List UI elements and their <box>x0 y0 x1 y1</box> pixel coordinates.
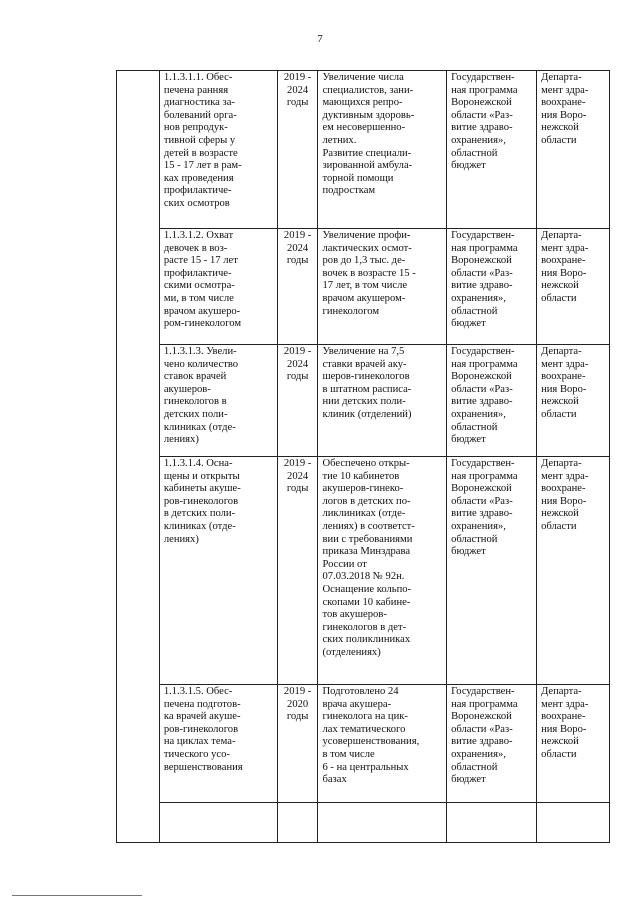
cell-text-line: охранения», <box>451 520 506 532</box>
table-row <box>117 345 610 457</box>
empty-cell <box>318 803 447 843</box>
cell-text-line: области «Раз- <box>451 723 513 735</box>
cell-text-line: гинекологов в <box>163 396 227 408</box>
cell-text-line: ров-гинекологов <box>163 723 239 735</box>
cell-text-line: областной <box>451 421 498 433</box>
cell-text-line: Государствен- <box>451 686 515 697</box>
cell-text-line: ром-гинекологом <box>163 318 242 330</box>
cell-text-line: области <box>541 134 577 146</box>
cell-text-line: ров до 1,3 тыс. де- <box>322 255 406 267</box>
cell-text-line: логов в детских по- <box>322 495 411 507</box>
cell-text-line: врача акушера- <box>322 698 392 710</box>
cell-text-line: 2024 <box>287 358 309 370</box>
cell-text-line: ми, в том числе <box>163 292 234 304</box>
cell-text-line: 1.1.3.1.3. Увели- <box>163 346 237 357</box>
measures-table <box>116 70 610 843</box>
cell-text-line: Воронежской <box>451 371 512 383</box>
cell-text-line: ских осмотров <box>163 197 230 209</box>
cell-text-line: подросткам <box>322 185 376 197</box>
cell-text-line: Департа- <box>541 72 582 83</box>
cell-text-line: годы <box>286 711 309 723</box>
cell-text-line: воохране- <box>541 255 586 267</box>
cell-text-line: (отделениях) <box>322 646 381 658</box>
source-cell <box>447 229 537 345</box>
executor-cell <box>537 71 610 229</box>
cell-text-line: областной <box>451 761 498 773</box>
cell-text-line: Оснащение кольпо- <box>322 583 412 595</box>
cell-text-line: тического усо- <box>163 748 230 760</box>
cell-text-line: дуктивным здоровь- <box>322 109 415 121</box>
cell-text-line: скопами 10 кабине- <box>322 596 411 608</box>
executor-cell <box>537 229 610 345</box>
cell-text-line: гинекологом <box>322 305 380 317</box>
cell-text-line: охранения», <box>451 292 506 304</box>
cell-text-line: 2024 <box>287 470 309 482</box>
cell-text-line: ем несовершенно- <box>322 122 406 134</box>
cell-text-line: ная программа <box>451 84 518 96</box>
cell-text-line: клиниках (отде- <box>163 520 236 532</box>
measure-cell <box>159 345 277 457</box>
cell-text-line: мент здра- <box>541 358 589 370</box>
cell-text-line: области «Раз- <box>451 109 513 121</box>
cell-text-line: области <box>541 520 577 532</box>
cell-text-line: ния Воро- <box>541 383 587 395</box>
cell-text-line: болеваний орга- <box>163 109 237 121</box>
cell-text-line: вочек в возрасте 15 - <box>322 267 416 279</box>
cell-text-line: Увеличение профи- <box>322 230 411 241</box>
cell-text-line: 2019 - <box>283 72 312 83</box>
cell-text-line: витие здраво- <box>451 508 513 520</box>
cell-text-line: ния Воро- <box>541 267 587 279</box>
cell-text-line: охранения», <box>451 134 506 146</box>
result-cell <box>318 71 447 229</box>
result-cell <box>318 345 447 457</box>
cell-text-line: нежской <box>541 396 579 408</box>
cell-text-line: Государствен- <box>451 346 515 357</box>
cell-text-line: Воронежской <box>451 97 512 109</box>
years-cell <box>277 685 318 803</box>
cell-text-line: тие 10 кабинетов <box>322 470 400 482</box>
cell-text-line: в штатном расписа- <box>322 383 412 395</box>
cell-text-line: нежской <box>541 508 579 520</box>
result-cell <box>318 457 447 685</box>
cell-text-line: скими осмотра- <box>163 280 235 292</box>
cell-text-line: ния Воро- <box>541 723 587 735</box>
cell-text-line: 2020 <box>287 698 309 710</box>
cell-text-line: Обеспечено откры- <box>322 458 410 469</box>
measure-cell <box>159 71 277 229</box>
cell-text-line: бюджет <box>451 546 486 558</box>
measure-cell <box>159 685 277 803</box>
cell-text-line: детских поли- <box>163 408 228 420</box>
cell-text-line: России от <box>322 558 367 570</box>
cell-text-line: 1.1.3.1.4. Осна- <box>163 458 233 469</box>
empty-cell <box>447 803 537 843</box>
cell-text-line: нежской <box>541 122 579 134</box>
cell-text-line: нежской <box>541 280 579 292</box>
cell-text-line: лактических осмот- <box>322 242 412 254</box>
years-cell <box>277 345 318 457</box>
cell-text-line: бюджет <box>451 160 486 172</box>
cell-text-line: лениях) в соответст- <box>322 520 415 532</box>
cell-text-line: областной <box>451 305 498 317</box>
cell-text-line: Департа- <box>541 230 582 241</box>
measure-cell <box>159 457 277 685</box>
cell-text-line: ках проведения <box>163 172 234 184</box>
cell-text-line: нов репродук- <box>163 122 228 134</box>
years-cell <box>277 457 318 685</box>
cell-text-line: ликлиниках (отде- <box>322 508 406 520</box>
cell-text-line: вии с требованиями <box>322 533 413 545</box>
cell-text-line: 17 лет, в том числе <box>322 280 408 292</box>
cell-text-line: 15 - 17 лет в рам- <box>163 160 242 172</box>
cell-text-line: расте 15 - 17 лет <box>163 255 238 267</box>
cell-text-line: ских поликлиниках <box>322 634 411 646</box>
cell-text-line: детей в возрасте <box>163 147 238 159</box>
cell-text-line: в том числе <box>322 748 375 760</box>
cell-text-line: торной помощи <box>322 172 394 184</box>
cell-text-line: гинеколога на цик- <box>322 711 408 723</box>
cell-text-line: области <box>541 292 577 304</box>
cell-text-line: лах тематического <box>322 723 406 735</box>
cell-text-line: 2019 - <box>283 230 312 241</box>
footer-rule <box>12 895 142 896</box>
table-row <box>117 685 610 803</box>
cell-text-line: ния Воро- <box>541 495 587 507</box>
blank-left-cell <box>117 71 160 843</box>
empty-cell <box>159 803 277 843</box>
cell-text-line: бюджет <box>451 318 486 330</box>
cell-text-line: воохране- <box>541 97 586 109</box>
table-row-empty <box>117 803 610 843</box>
cell-text-line: воохране- <box>541 711 586 723</box>
cell-text-line: 2024 <box>287 242 309 254</box>
cell-text-line: клиниках (отде- <box>163 421 236 433</box>
source-cell <box>447 71 537 229</box>
cell-text-line: печена подготов- <box>163 698 241 710</box>
cell-text-line: мент здра- <box>541 242 589 254</box>
cell-text-line: годы <box>286 483 309 495</box>
cell-text-line: 6 - на центральных <box>322 761 409 773</box>
table-row <box>117 71 610 229</box>
executor-cell <box>537 345 610 457</box>
cell-text-line: бюджет <box>451 774 486 786</box>
cell-text-line: лениях) <box>163 434 199 446</box>
cell-text-line: нии детских поли- <box>322 396 406 408</box>
cell-text-line: области <box>541 408 577 420</box>
cell-text-line: 2019 - <box>283 346 312 357</box>
years-cell <box>277 71 318 229</box>
cell-text-line: клиник (отделений) <box>322 408 412 420</box>
cell-text-line: областной <box>451 533 498 545</box>
cell-text-line: зированной амбула- <box>322 160 413 172</box>
cell-text-line: 1.1.3.1.5. Обес- <box>163 686 233 697</box>
cell-text-line: Увеличение числа <box>322 72 404 83</box>
cell-text-line: акушеров- <box>163 383 211 395</box>
cell-text-line: ная программа <box>451 470 518 482</box>
cell-text-line: витие здраво- <box>451 736 513 748</box>
cell-text-line: диагностика за- <box>163 97 235 109</box>
cell-text-line: ров-гинекологов <box>163 495 239 507</box>
cell-text-line: ставки врачей аку- <box>322 358 407 370</box>
cell-text-line: охранения», <box>451 408 506 420</box>
cell-text-line: годы <box>286 255 309 267</box>
cell-text-line: Государствен- <box>451 458 515 469</box>
page-number: 7 <box>317 33 323 45</box>
cell-text-line: профилактиче- <box>163 267 232 279</box>
cell-text-line: вершенствования <box>163 761 243 773</box>
cell-text-line: лениях) <box>163 533 199 545</box>
table-body <box>117 71 610 843</box>
cell-text-line: ная программа <box>451 698 518 710</box>
cell-text-line: врачом акушеро- <box>163 305 241 317</box>
cell-text-line: ная программа <box>451 358 518 370</box>
cell-text-line: годы <box>286 371 309 383</box>
cell-text-line: области «Раз- <box>451 383 513 395</box>
cell-text-line: бюджет <box>451 434 486 446</box>
cell-text-line: в детских поли- <box>163 508 236 520</box>
cell-text-line: на циклах тема- <box>163 736 236 748</box>
cell-text-line: Государствен- <box>451 72 515 83</box>
cell-text-line: гинекологов в дет- <box>322 621 407 633</box>
cell-text-line: Воронежской <box>451 255 512 267</box>
cell-text-line: усовершенствования, <box>322 736 420 748</box>
cell-text-line: кабинеты акуше- <box>163 483 241 495</box>
cell-text-line: летних. <box>322 134 357 146</box>
executor-cell <box>537 685 610 803</box>
cell-text-line: области «Раз- <box>451 267 513 279</box>
cell-text-line: Департа- <box>541 346 582 357</box>
cell-text-line: Развитие специали- <box>322 147 412 159</box>
cell-text-line: годы <box>286 97 309 109</box>
cell-text-line: витие здраво- <box>451 280 513 292</box>
cell-text-line: витие здраво- <box>451 396 513 408</box>
result-cell <box>318 685 447 803</box>
table-row <box>117 229 610 345</box>
cell-text-line: чено количество <box>163 358 239 370</box>
table-row <box>117 457 610 685</box>
cell-text-line: области «Раз- <box>451 495 513 507</box>
cell-text-line: 1.1.3.1.2. Охват <box>163 230 234 241</box>
cell-text-line: Воронежской <box>451 711 512 723</box>
cell-text-line: 07.03.2018 № 92н. <box>322 571 405 583</box>
source-cell <box>447 345 537 457</box>
executor-cell <box>537 457 610 685</box>
cell-text-line: акушеров-гинеко- <box>322 483 404 495</box>
cell-text-line: печена ранняя <box>163 84 229 96</box>
source-cell <box>447 457 537 685</box>
cell-text-line: мент здра- <box>541 698 589 710</box>
empty-cell <box>277 803 318 843</box>
cell-text-line: тивной сферы у <box>163 134 236 146</box>
cell-text-line: врачом акушером- <box>322 292 406 304</box>
cell-text-line: 2024 <box>287 84 309 96</box>
cell-text-line: 1.1.3.1.1. Обес- <box>163 72 233 83</box>
cell-text-line: шеров-гинекологов <box>322 371 410 383</box>
cell-text-line: ставок врачей <box>163 371 227 383</box>
cell-text-line: охранения», <box>451 748 506 760</box>
cell-text-line: профилактиче- <box>163 185 232 197</box>
cell-text-line: 2019 - <box>283 458 312 469</box>
cell-text-line: нежской <box>541 736 579 748</box>
years-cell <box>277 229 318 345</box>
empty-cell <box>537 803 610 843</box>
cell-text-line: 2019 - <box>283 686 312 697</box>
cell-text-line: Департа- <box>541 686 582 697</box>
cell-text-line: Увеличение на 7,5 <box>322 346 405 357</box>
cell-text-line: Подготовлено 24 <box>322 686 399 697</box>
cell-text-line: воохране- <box>541 371 586 383</box>
cell-text-line: приказа Минздрава <box>322 546 411 558</box>
cell-text-line: витие здраво- <box>451 122 513 134</box>
result-cell <box>318 229 447 345</box>
cell-text-line: ния Воро- <box>541 109 587 121</box>
cell-text-line: области <box>541 748 577 760</box>
cell-text-line: девочек в воз- <box>163 242 228 254</box>
cell-text-line: специалистов, зани- <box>322 84 414 96</box>
cell-text-line: тов акушеров- <box>322 609 387 621</box>
cell-text-line: Департа- <box>541 458 582 469</box>
source-cell <box>447 685 537 803</box>
measure-cell <box>159 229 277 345</box>
cell-text-line: базах <box>322 774 347 786</box>
cell-text-line: мающихся репро- <box>322 97 403 109</box>
cell-text-line: щены и открыты <box>163 470 240 482</box>
cell-text-line: воохране- <box>541 483 586 495</box>
cell-text-line: ная программа <box>451 242 518 254</box>
cell-text-line: Государствен- <box>451 230 515 241</box>
cell-text-line: ка врачей акуше- <box>163 711 241 723</box>
cell-text-line: мент здра- <box>541 84 589 96</box>
cell-text-line: мент здра- <box>541 470 589 482</box>
cell-text-line: Воронежской <box>451 483 512 495</box>
cell-text-line: областной <box>451 147 498 159</box>
